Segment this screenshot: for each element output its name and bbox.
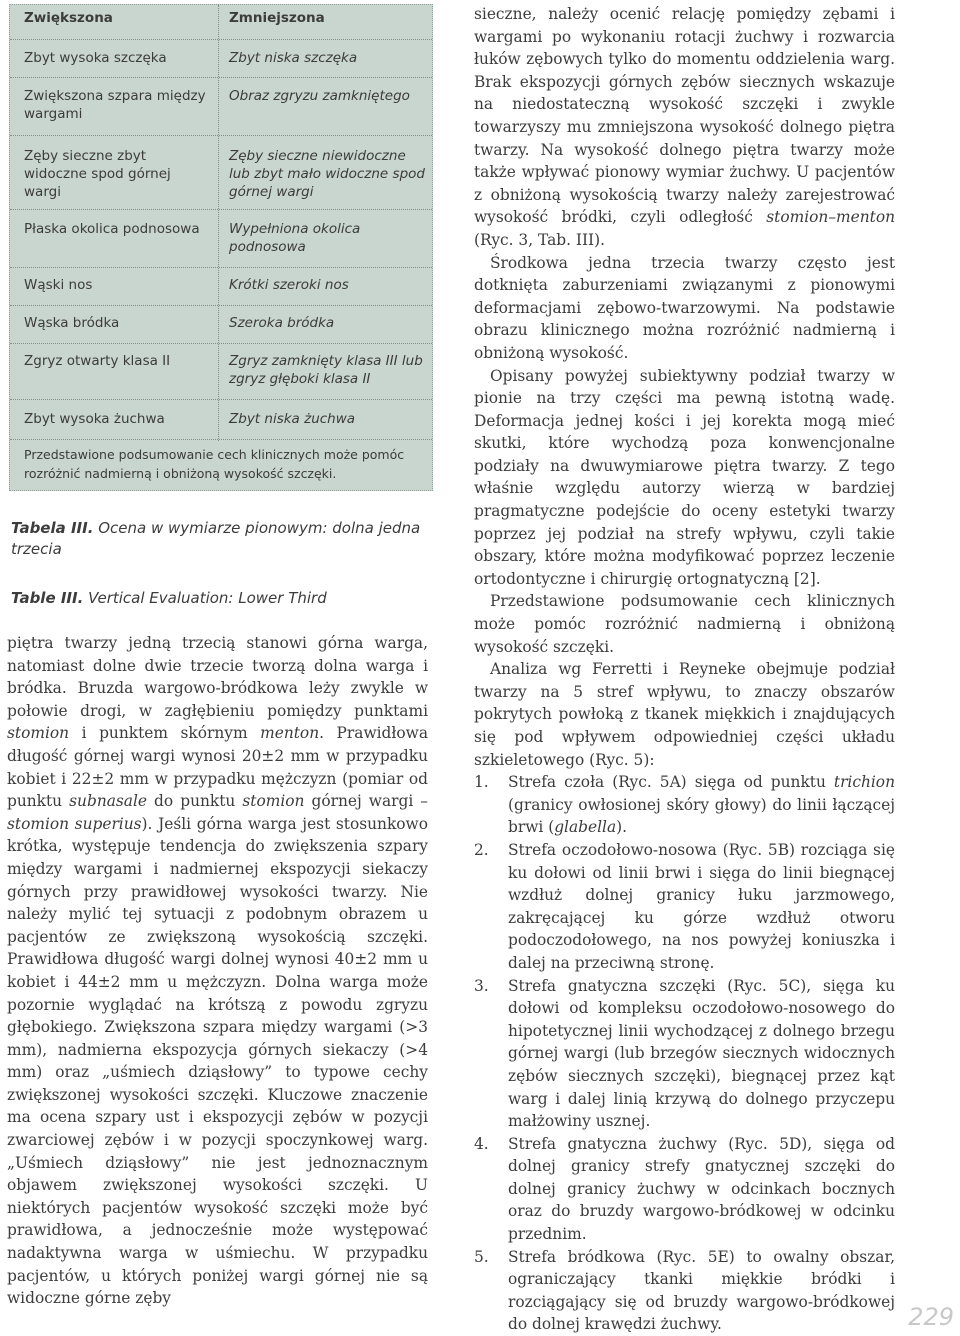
text-run: Strefa bródkowa (Ryc. 5E) to owalny obszar, ograniczający tkanki miękkie bródki i rozciągający się od bruzdy wargowo-bródkowej do dolnej krawędzi żuchwy.	[508, 1247, 895, 1334]
header-increased: Zwiększona	[24, 10, 113, 26]
term-glabella: glabella	[554, 818, 617, 837]
term-stomion-superius: stomion superius	[7, 814, 142, 833]
text-run: Strefa oczodołowo-nosowa (Ryc. 5B) rozciąga się ku dołowi od linii brwi i sięga do linii biegnącej wzdłuż dolnej granicy łuku jarzmowego, zakręcającej ku górze wzdłuż otworu podoczodołowego, na nos powyżej koniuszka i dalej na przeciwną stronę.	[508, 840, 895, 972]
header-decreased: Zmniejszona	[229, 10, 325, 26]
list-number: 4.	[474, 1134, 489, 1153]
text-run: do punktu	[147, 792, 243, 811]
table-cell-left: Wąska bródka	[24, 315, 120, 331]
table-cell-left: Wąski nos	[24, 277, 93, 293]
paragraph	[7, 632, 428, 1310]
table-caption-polish	[11, 518, 431, 560]
list-number: 3.	[474, 976, 489, 995]
text-run: i punktem skórnym	[69, 724, 261, 743]
list-item	[474, 771, 895, 839]
table-row	[10, 209, 432, 266]
table-row	[10, 305, 432, 342]
text-run: sieczne, należy ocenić relację pomiędzy zębami i wargami po wykonaniu rotacji żuchwy i rozwarcia łuków zębowych tylko do momentu oddzielenia warg. Brak ekspozycji górnych zębów siecznych wskazuje na niedostateczną wysokość szczęki i zwykle towarzyszy mu zmniejszona wysokość dolnego piętra twarzy. Na wysokość dolnego piętra twarzy może także wpływać pionowy wymiar żuchwy. U pacjentów z obniżoną wysokością twarzy należy zarejestrować wysokość bródki, czyli odległość	[474, 5, 895, 227]
table-cell-left: Zbyt wysoka żuchwa	[24, 411, 165, 427]
table-cell-left: Płaska okolica podnosowa	[24, 221, 200, 237]
table-note: Przedstawione podsumowanie cech klinicznych może pomóc rozróżnić nadmierną i obniżoną wysokość szczęki.	[24, 447, 405, 481]
paragraph: Opisany powyżej subiektywny podział twarzy w pionie na trzy części ma pewną istotną wadę. Deformacja jednej kości i jej korekta mogą mieć skutki, które wychodzą poza konwencjonalne podziały na dwuwymiarowe piętra twarzy. Z tego właśnie względu autorzy wierzą w bardziej pragmatyczne podejście do oceny estetyki twarzy poprzez jej podział na strefy wpływu, czyli takie obszary, które można modyfikować poprzez leczenie ortodontyczne i chirurgię ortognatyczną [2].	[474, 366, 895, 588]
term-trichion: trichion	[833, 773, 895, 792]
list-item	[474, 839, 895, 975]
paragraph: Analiza wg Ferretti i Reyneke obejmuje podział twarzy na 5 stref wpływu, to znaczy obszarów pokrytych powłoką z tkanek miękkich i znajdujących się pod wpływem odpowiedniej części układu szkieletowego (Ryc. 5):	[474, 660, 895, 769]
paragraph: Przedstawione podsumowanie cech klinicznych może pomóc rozróżnić nadmierną i obniżoną wysokość szczęki.	[474, 592, 895, 656]
table-cell-left: Zbyt wysoka szczęka	[24, 50, 167, 66]
list-item	[474, 1246, 895, 1336]
list-number: 2.	[474, 840, 489, 859]
table-cell-right: Zbyt niska żuchwa	[229, 411, 356, 427]
text-run: Strefa gnatyczna żuchwy (Ryc. 5D), sięga od dolnej granicy strefy gnatycznej szczęki do dolnej granicy żuchwy w odcinkach bocznych oraz do bruzdy wargowo-bródkowej w odcinku przednim.	[508, 1134, 895, 1244]
text-run: (granicy owłosionej skóry głowy) do linii łączącej brwi (	[508, 795, 895, 837]
table-row	[10, 135, 432, 206]
table-cell-right: Wypełniona okolica podnosowa	[229, 221, 361, 255]
table-cell-right: Zęby sieczne niewidoczne lub zbyt mało widoczne spod górnej wargi	[229, 148, 425, 200]
term-subnasale: subnasale	[69, 792, 148, 811]
table-cell-left: Zęby sieczne zbyt widoczne spod górnej wargi	[24, 148, 171, 200]
text-run: Strefa gnatyczna szczęki (Ryc. 5C), sięga ku dołowi od kompleksu oczodołowo-nosowego do hipotetycznej linii wychodzącej z dolnego brzegu górnej wargi (lub brzegów siecznych widocznych zębów siecznych szczęki), biegnącej przez kąt warg i dalej linią krzywą do dolnego przyczepu małżowiny usznej.	[508, 976, 895, 1131]
text-run: górnej wargi –	[304, 792, 428, 811]
caption-label-pl: Tabela III.	[11, 519, 94, 537]
table-row	[10, 267, 432, 304]
text-run: . Prawidłowa długość górnej wargi wynosi 20±2 mm w przypadku kobiet i 22±2 mm w przypadku mężczyzn (pomiar od punktu	[7, 724, 428, 811]
zones-list	[474, 771, 895, 1336]
caption-label-en: Table III.	[11, 589, 84, 607]
table-row	[10, 343, 432, 400]
table-cell-right: Szeroka bródka	[229, 315, 335, 331]
table-row	[10, 399, 432, 440]
table-caption-english	[11, 588, 431, 609]
paragraph	[474, 3, 895, 252]
page-number: 229	[908, 1303, 954, 1331]
table-cell-left: Zwiększona szpara między wargami	[24, 88, 206, 122]
table-divider	[10, 439, 432, 440]
list-item	[474, 975, 895, 1133]
table-cell-right: Krótki szeroki nos	[229, 277, 349, 293]
text-run: ). Jeśli górna warga jest stosunkowo krótka, występuje tendencja do zwiększenia szpary między wargami i nadmiernej ekspozycji siekaczy górnych przy prawidłowej wysokości twarzy. Nie należy mylić tej sytuacji z podobnym obrazem u pacjentów ze zwiększoną wysokością szczęki. Prawidłowa długość wargi dolnej wynosi 40±2 mm u kobiet i 44±2 mm u mężczyzn. Dolna warga może pozornie wyglądać na krótszą z powodu zgryzu głębokiego. Zwiększona szpara między wargami (>3 mm), nadmierna ekspozycja górnych siekaczy (>4 mm) oraz „uśmiech dziąsłowy” to typowe cechy zwiększonej wysokości szczęki. Kluczowe znaczenie ma ocena szpary ust i ekspozycji zębów w pozycji zwarciowej zębów i w pozycji spoczynkowej warg. „Uśmiech dziąsłowy” nie jest jednoznacznym objawem zwiększonej wysokości szczęki. U niektórych pacjentów wysokość szczęki może być prawidłowa, a jednocześnie może występować nadaktywna warga w uśmiechu. W przypadku pacjentów, u których poniżej wargi górnej nie są widoczne górne zęby	[7, 814, 429, 1308]
text-run: ).	[616, 818, 628, 837]
text-run: piętra twarzy jedną trzecią stanowi górna warga, natomiast dolne dwie trzecie tworzą dolna warga i bródka. Bruzda wargowo-bródkowa leży zwykle w połowie drogi, w zagłębieniu pomiędzy punktami	[7, 634, 428, 720]
term-stomion: stomion	[7, 724, 70, 743]
caption-text-en: Vertical Evaluation: Lower Third	[88, 589, 327, 607]
comparison-table	[9, 4, 433, 491]
list-number: 5.	[474, 1247, 489, 1266]
list-item	[474, 1133, 895, 1246]
right-text-column	[474, 3, 895, 1336]
text-run: Strefa czoła (Ryc. 5A) sięga od punktu	[508, 773, 834, 792]
table-cell-right: Zbyt niska szczęka	[229, 50, 358, 66]
term-stomion-menton: stomion–menton	[766, 208, 895, 227]
table-cell-right: Obraz zgryzu zamkniętego	[229, 88, 410, 104]
left-text-column	[7, 632, 428, 1310]
text-run: (Ryc. 3, Tab. III).	[474, 230, 606, 249]
table-cell-right: Zgryz zamknięty klasa III lub zgryz głęboki klasa II	[229, 353, 423, 387]
table-cell-left: Zgryz otwarty klasa II	[24, 353, 171, 369]
list-number: 1.	[474, 773, 489, 792]
paragraph: Środkowa jedna trzecia twarzy często jest dotknięta zaburzeniami związanymi z pionowymi deformacjami zębowo-twarzowymi. Na podstawie obrazu klinicznego można rozróżnić nadmierną i obniżoną wysokość.	[474, 253, 895, 362]
term-menton: menton	[260, 724, 320, 743]
caption-text-pl: Ocena w wymiarze pionowym: dolna jedna trzecia	[11, 519, 421, 558]
table-row	[10, 39, 432, 72]
table-row	[10, 77, 432, 134]
term-stomion: stomion	[242, 792, 305, 811]
